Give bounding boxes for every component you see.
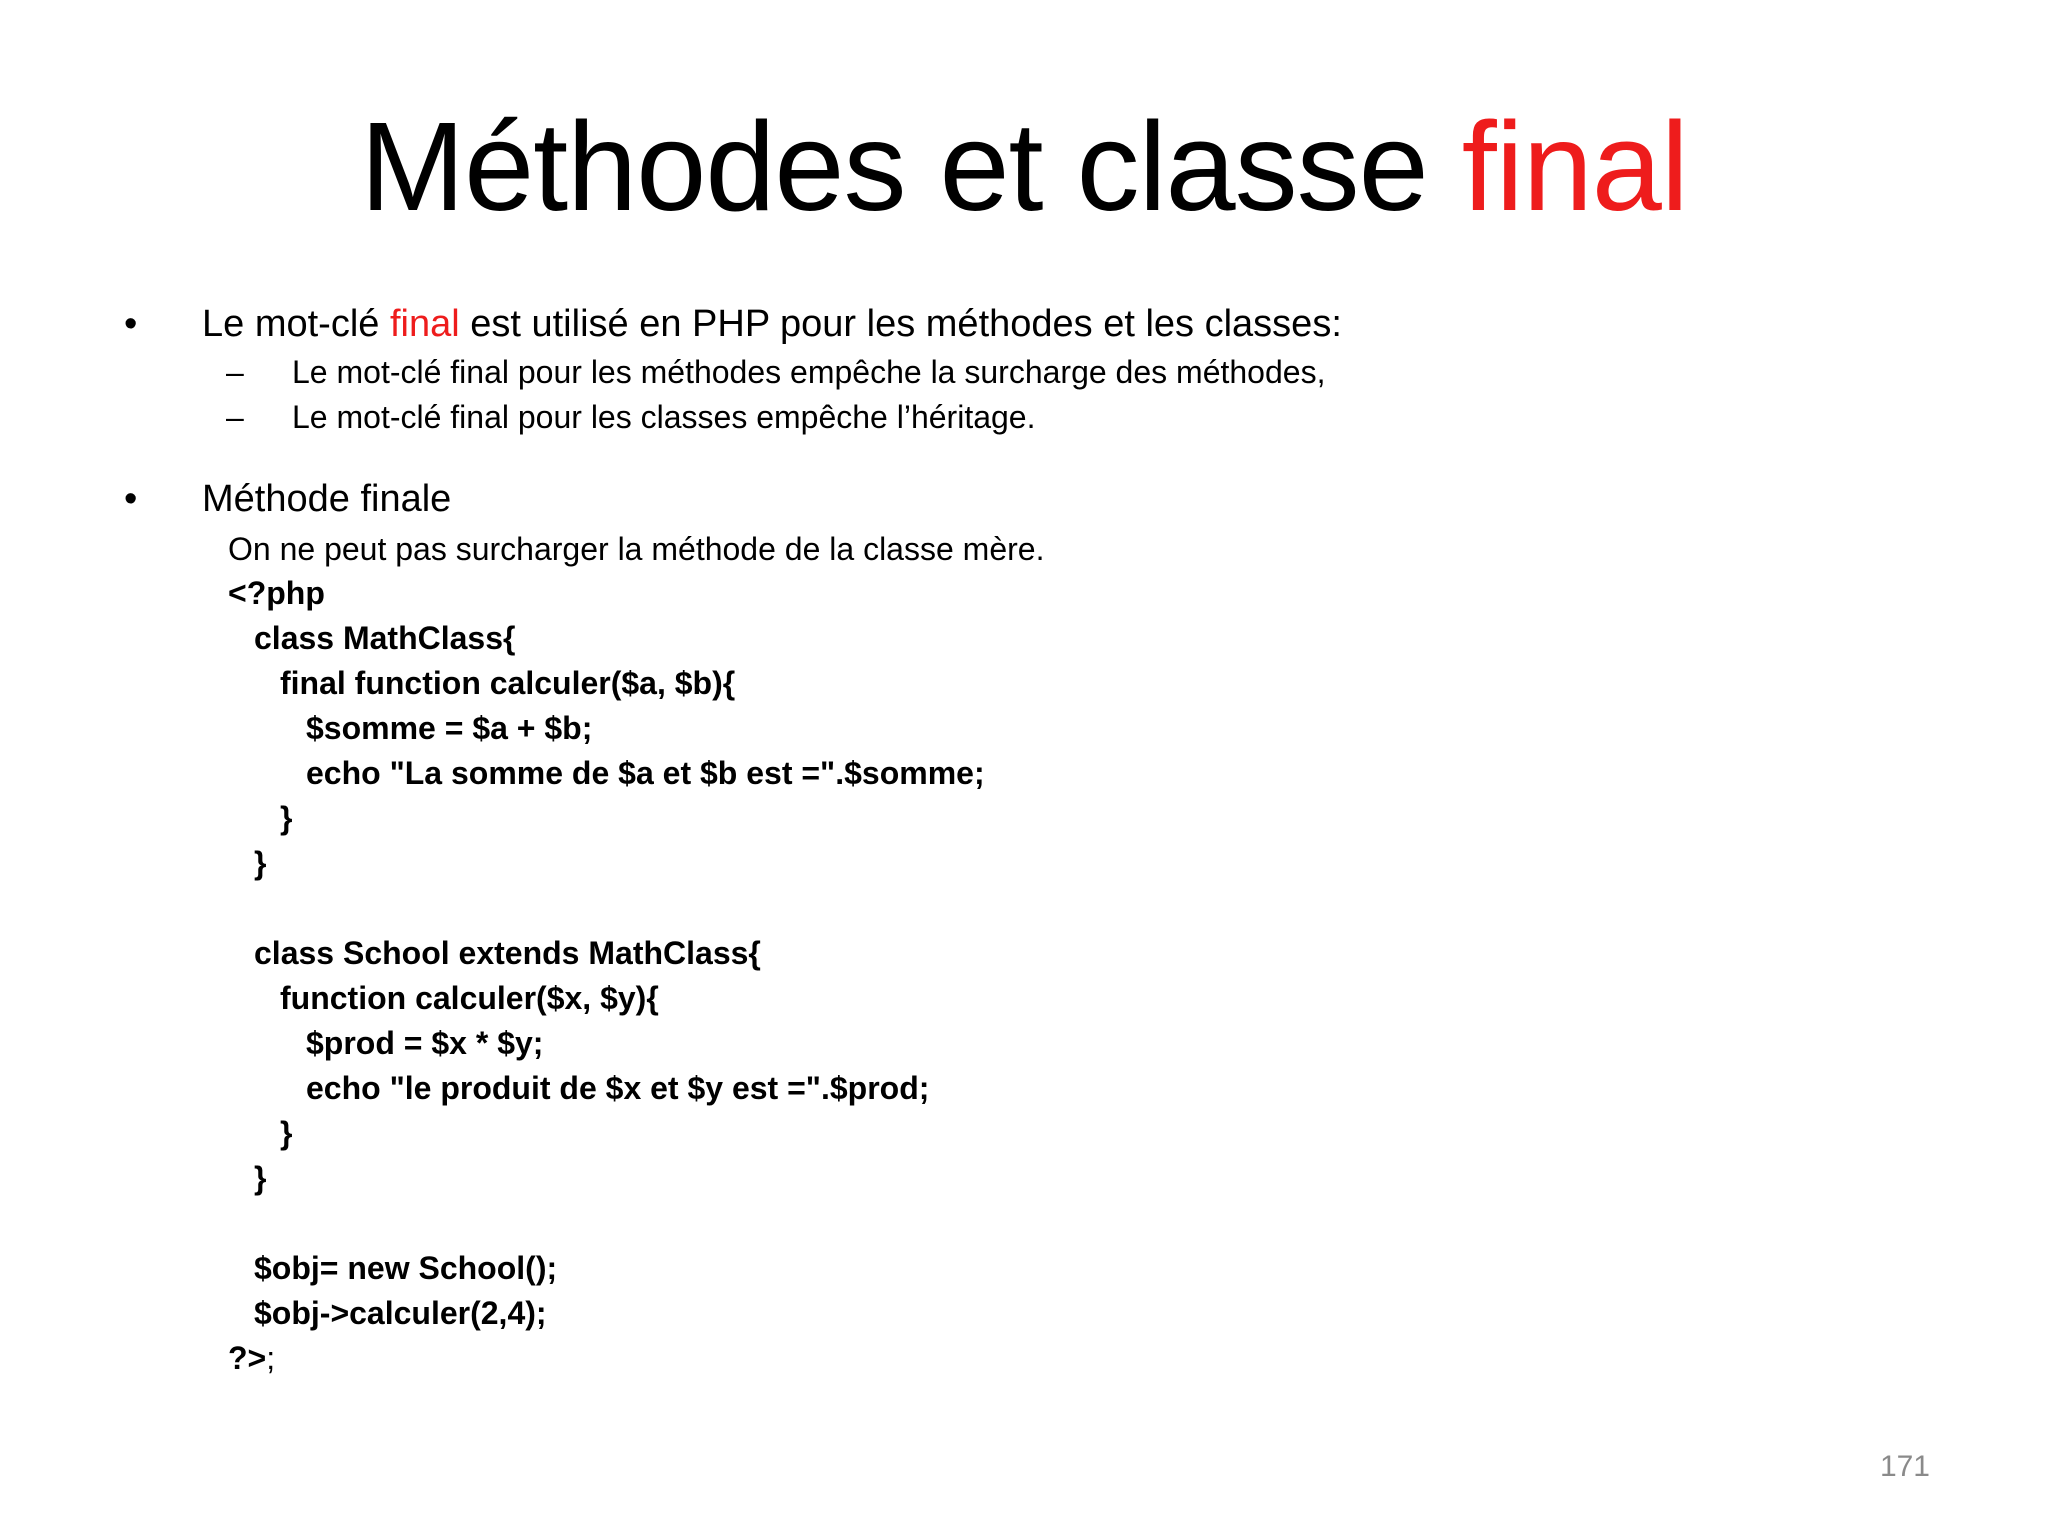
sub-item-text: Le mot-clé final pour les méthodes empêche la surcharge des méthodes, xyxy=(292,354,1326,390)
code-line: function calculer($x, $y){ xyxy=(280,980,659,1016)
code-line: } xyxy=(280,800,293,836)
slide-title xyxy=(0,92,2048,242)
page-number: 171 xyxy=(1879,1450,1930,1483)
code-line: echo "La somme de $a et $b est =".$somme; xyxy=(306,755,985,791)
description-text: On ne peut pas surcharger la méthode de la classe mère. xyxy=(228,531,1045,567)
sub-item-text: Le mot-clé final pour les classes empêche l’héritage. xyxy=(292,399,1036,435)
bullet-text-before: Le mot-clé xyxy=(202,303,390,345)
code-line: <?php xyxy=(228,575,325,611)
code-line: } xyxy=(280,1115,293,1151)
bullet-text xyxy=(202,303,1342,346)
code-line: $obj= new School(); xyxy=(254,1250,558,1286)
code-line: class MathClass{ xyxy=(254,620,516,656)
bullet-text: Méthode finale xyxy=(202,478,452,520)
title-accent: final xyxy=(1461,96,1688,237)
code-line: class School extends MathClass{ xyxy=(254,935,761,971)
code-line: final function calculer($a, $b){ xyxy=(280,665,736,701)
code-line: $prod = $x * $y; xyxy=(306,1025,544,1061)
sub-item-marker: – xyxy=(226,354,244,390)
code-line: } xyxy=(254,1160,267,1196)
code-line xyxy=(228,1340,275,1377)
sub-item-marker: – xyxy=(226,399,244,435)
bullet-marker: • xyxy=(124,478,138,520)
code-line: } xyxy=(254,845,267,881)
bullet-text-after: est utilisé en PHP pour les méthodes et les classes: xyxy=(459,303,1342,345)
bullet-marker: • xyxy=(124,303,138,345)
code-close-tag: ?> xyxy=(228,1340,267,1376)
code-semicolon: ; xyxy=(266,1340,276,1376)
title-main: Méthodes et classe xyxy=(360,96,1462,237)
code-line: echo "le produit de $x et $y est =".$prod; xyxy=(306,1070,930,1106)
bullet-text-accent: final xyxy=(389,303,460,345)
code-line: $obj->calculer(2,4); xyxy=(254,1295,547,1331)
code-line: $somme = $a + $b; xyxy=(306,710,593,746)
